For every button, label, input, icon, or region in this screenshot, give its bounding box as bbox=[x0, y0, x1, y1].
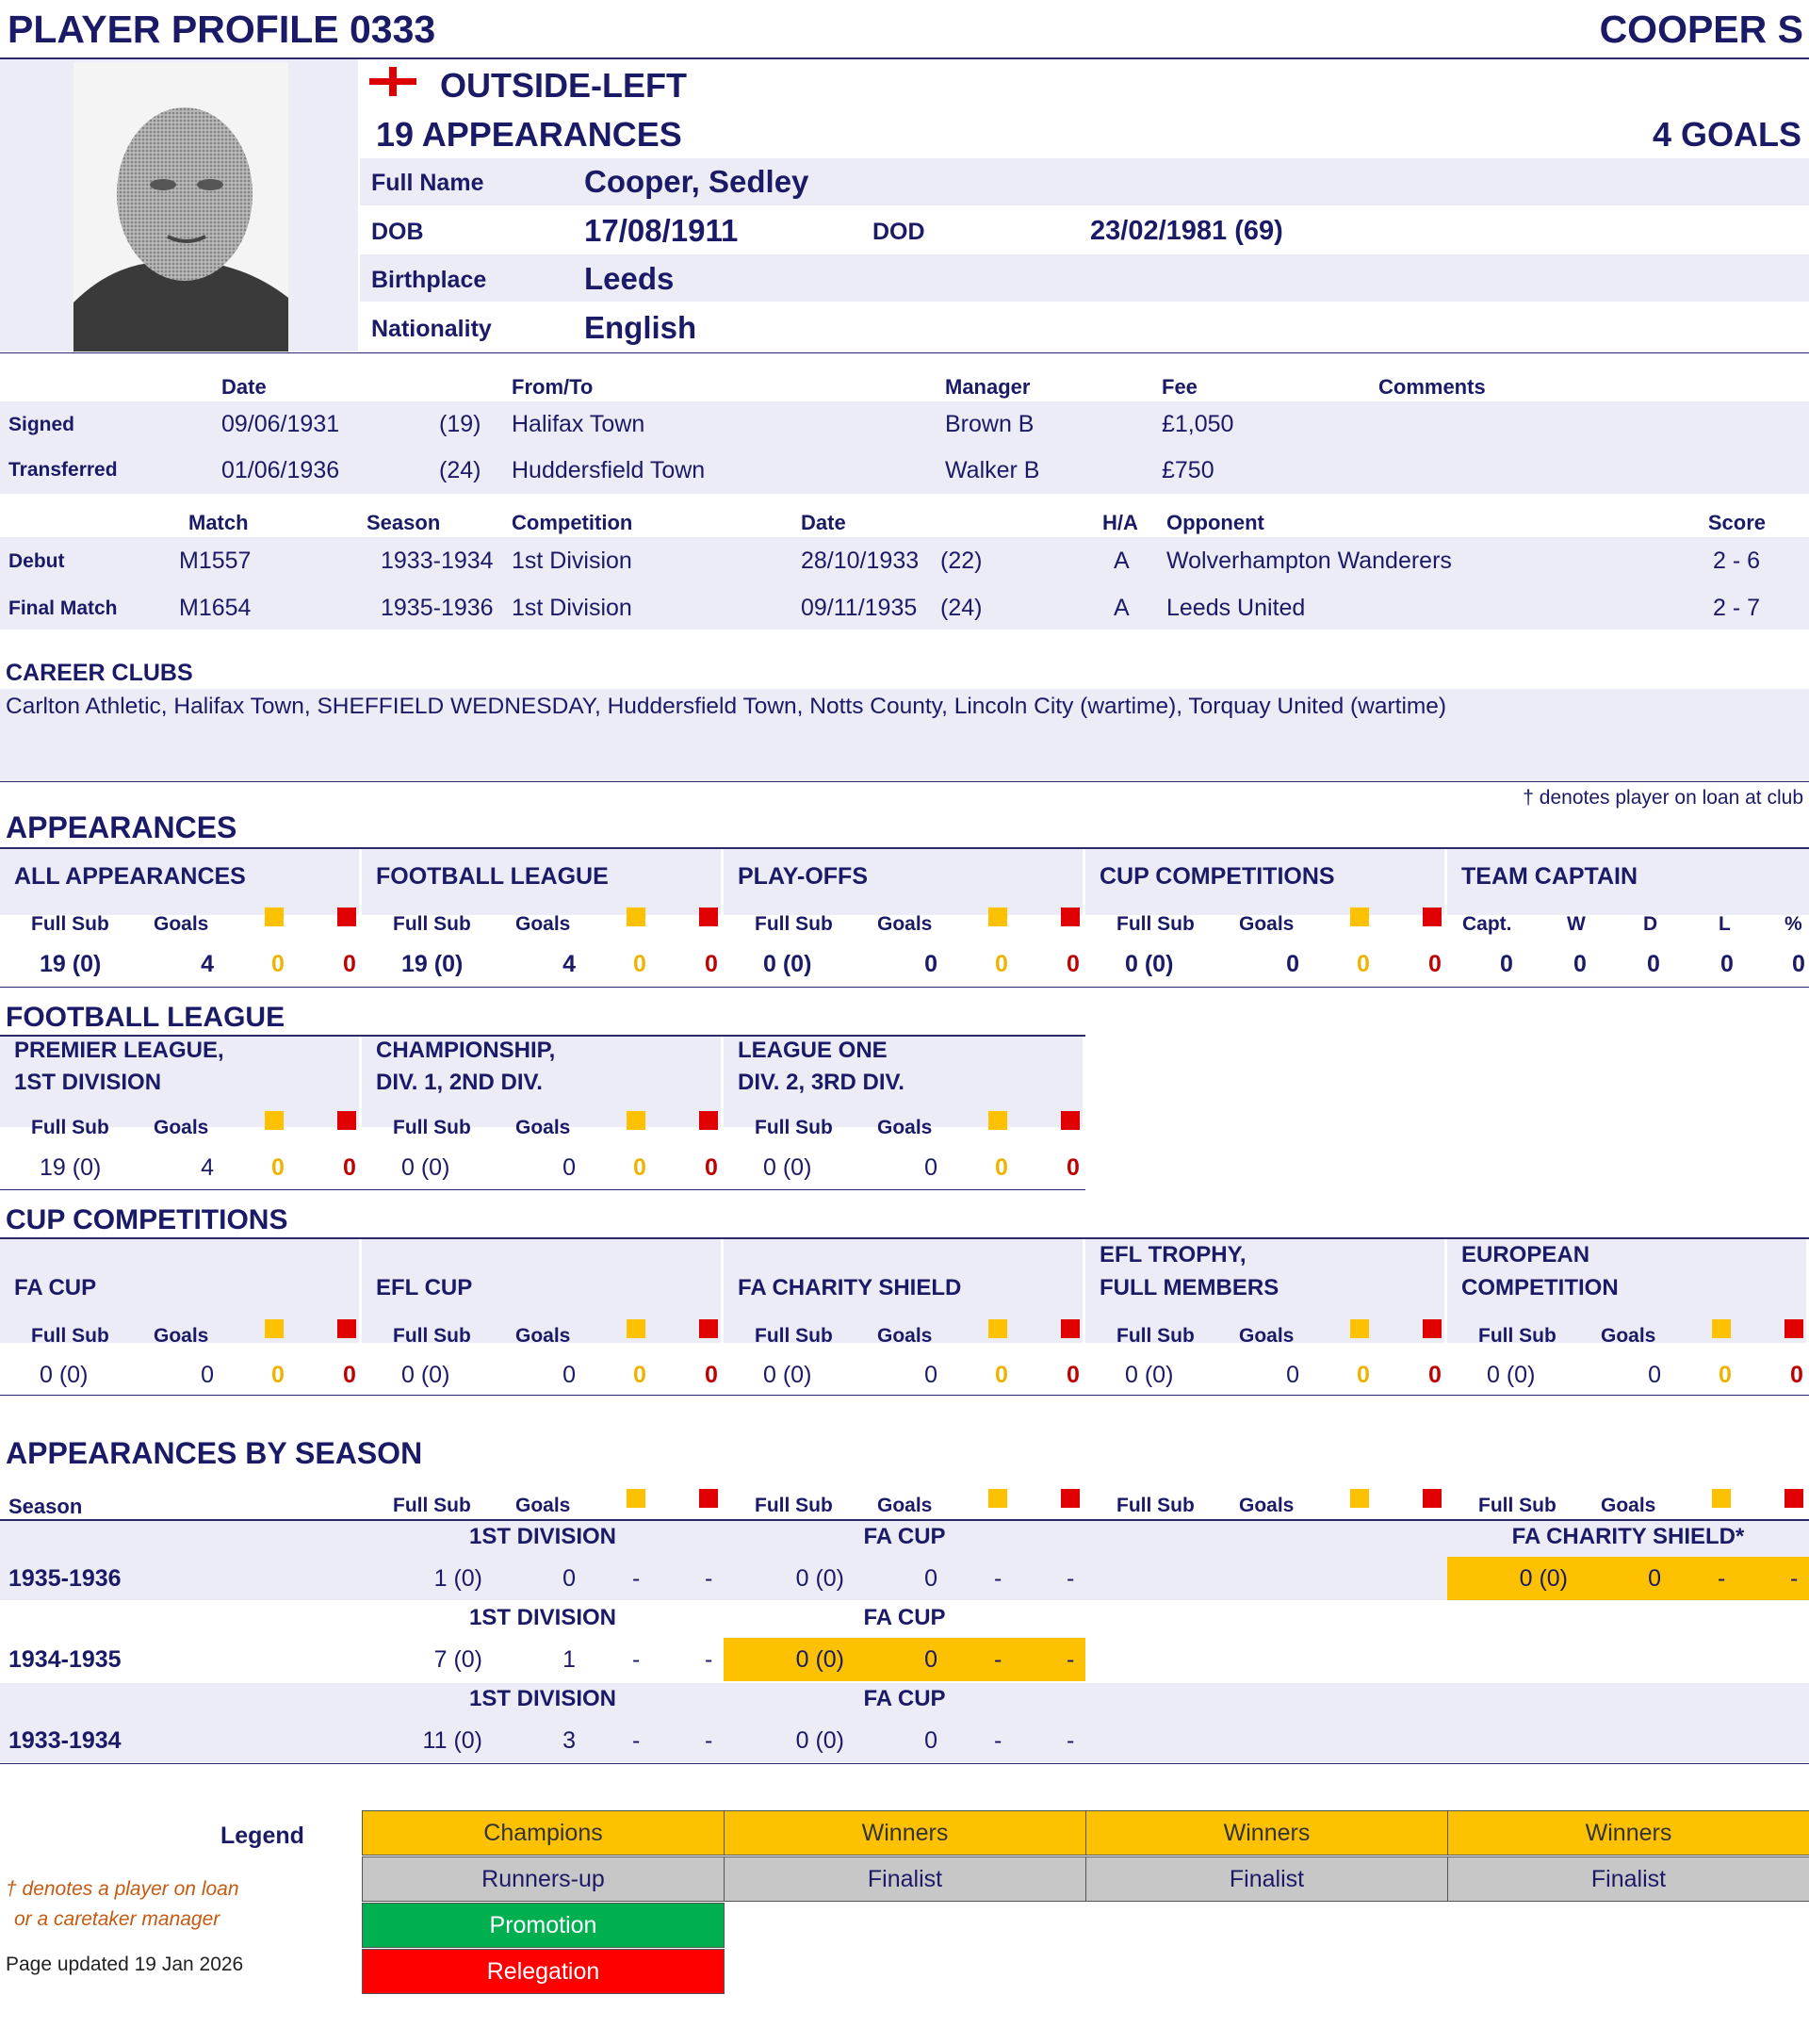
yellow-card-icon bbox=[988, 1489, 1007, 1508]
match-opponent: Leeds United bbox=[1166, 595, 1306, 621]
red-card-icon bbox=[1061, 1319, 1080, 1338]
captain-w-label: W bbox=[1567, 913, 1586, 935]
full-sub-label: Full Sub bbox=[393, 1495, 471, 1516]
red-card-count: 0 bbox=[1067, 951, 1080, 977]
legend-title: Legend bbox=[220, 1823, 304, 1849]
yellow-card-count: - bbox=[632, 1646, 641, 1673]
goals-label: Goals bbox=[154, 913, 209, 935]
goals-value: 0 bbox=[924, 1154, 937, 1181]
transfer-age: (19) bbox=[439, 411, 481, 437]
goals-label: Goals bbox=[877, 1117, 933, 1138]
captain-l-value: 0 bbox=[1720, 951, 1734, 977]
full-sub-value: 0 (0) bbox=[795, 1565, 844, 1592]
nationality-value: English bbox=[584, 310, 697, 345]
transfers-header-comments: Comments bbox=[1378, 375, 1486, 399]
red-card-icon bbox=[337, 1319, 356, 1338]
goals-value: 0 bbox=[562, 1154, 576, 1181]
match-header-ha: H/A bbox=[1102, 511, 1138, 534]
legend-runnerup-cell: Finalist bbox=[1447, 1856, 1809, 1902]
full-sub-value: 0 (0) bbox=[763, 1154, 812, 1181]
info-band-fullname bbox=[360, 158, 1809, 205]
competition-name: FA CHARITY SHIELD* bbox=[1511, 1524, 1745, 1549]
dob-label: DOB bbox=[371, 219, 424, 245]
full-sub-label: Full Sub bbox=[755, 1117, 833, 1138]
yellow-card-icon bbox=[627, 1319, 645, 1338]
yellow-card-icon bbox=[1712, 1319, 1731, 1338]
full-sub-value: 0 (0) bbox=[1125, 1362, 1174, 1388]
transfer-club: Huddersfield Town bbox=[512, 457, 706, 483]
competition-name: 1ST DIVISION bbox=[468, 1605, 617, 1630]
league-group-line2: DIV. 1, 2ND DIV. bbox=[376, 1070, 543, 1095]
match-ha: A bbox=[1114, 595, 1130, 621]
yellow-card-icon bbox=[1350, 1319, 1369, 1338]
appearances-title: APPEARANCES bbox=[6, 810, 237, 844]
match-ha: A bbox=[1114, 548, 1130, 574]
red-card-count: 0 bbox=[1067, 1362, 1080, 1388]
legend-runnerup-cell: Runners-up bbox=[362, 1856, 725, 1902]
full-sub-label: Full Sub bbox=[393, 913, 471, 935]
captain-w-value: 0 bbox=[1573, 951, 1587, 977]
captain-capt-label: Capt. bbox=[1462, 913, 1512, 935]
red-card-count: - bbox=[1067, 1646, 1075, 1673]
full-name-value: Cooper, Sedley bbox=[584, 164, 809, 199]
football-league-bottom bbox=[0, 1189, 1085, 1190]
full-sub-value: 1 (0) bbox=[433, 1565, 482, 1592]
match-id: M1557 bbox=[179, 548, 252, 574]
match-age: (24) bbox=[940, 595, 983, 621]
cup-group-line2: EFL CUP bbox=[376, 1275, 473, 1300]
dod-value: 23/02/1981 (69) bbox=[1090, 216, 1283, 246]
profile-divider bbox=[0, 352, 1809, 353]
match-score: 2 - 6 bbox=[1712, 548, 1760, 574]
full-sub-value: 19 (0) bbox=[40, 951, 102, 977]
full-sub-value: 0 (0) bbox=[795, 1727, 844, 1754]
red-card-count: 0 bbox=[343, 1154, 356, 1181]
team-captain-title: TEAM CAPTAIN bbox=[1461, 863, 1638, 890]
transfer-manager: Walker B bbox=[945, 457, 1040, 483]
full-sub-value: 0 (0) bbox=[40, 1362, 89, 1388]
transfer-club: Halifax Town bbox=[512, 411, 645, 437]
legend-winner-cell: Winners bbox=[1085, 1810, 1448, 1856]
info-band-birthplace bbox=[360, 254, 1809, 302]
league-group-line1: PREMIER LEAGUE, bbox=[14, 1038, 224, 1063]
birthplace-label: Birthplace bbox=[371, 267, 487, 293]
goals-value: 1 bbox=[562, 1646, 576, 1673]
full-sub-value: 0 (0) bbox=[763, 951, 812, 977]
full-sub-label: Full Sub bbox=[755, 913, 833, 935]
goals-label: Goals bbox=[1239, 913, 1295, 935]
full-sub-value: 0 (0) bbox=[1487, 1362, 1536, 1388]
appearances-bottom bbox=[0, 987, 1809, 988]
full-sub-label: Full Sub bbox=[31, 913, 109, 935]
yellow-card-icon bbox=[988, 908, 1007, 926]
red-card-icon bbox=[699, 1319, 718, 1338]
red-card-icon bbox=[1061, 1111, 1080, 1130]
match-header-competition: Competition bbox=[512, 511, 633, 534]
goals-label: Goals bbox=[154, 1117, 209, 1138]
captain-l-label: L bbox=[1719, 913, 1731, 935]
transfers-header-date: Date bbox=[221, 375, 267, 399]
yellow-card-count: - bbox=[994, 1565, 1002, 1592]
yellow-card-count: 0 bbox=[633, 1154, 646, 1181]
yellow-card-count: 0 bbox=[633, 1362, 646, 1388]
goals-label: Goals bbox=[877, 1495, 933, 1516]
league-group-line2: 1ST DIVISION bbox=[14, 1070, 162, 1095]
full-sub-label: Full Sub bbox=[31, 1325, 109, 1347]
goals-value: 0 bbox=[1286, 951, 1299, 977]
match-header-match: Match bbox=[188, 511, 249, 534]
full-sub-value: 7 (0) bbox=[433, 1646, 482, 1673]
appearance-group-title: FOOTBALL LEAGUE bbox=[376, 863, 609, 890]
red-card-icon bbox=[1423, 908, 1442, 926]
winner-highlight bbox=[1447, 1557, 1809, 1600]
goals-label: Goals bbox=[1601, 1495, 1656, 1516]
yellow-card-icon bbox=[627, 1111, 645, 1130]
match-label: Debut bbox=[8, 550, 65, 572]
yellow-card-count: 0 bbox=[271, 1154, 285, 1181]
match-competition: 1st Division bbox=[512, 595, 632, 621]
match-score: 2 - 7 bbox=[1712, 595, 1760, 621]
red-card-count: - bbox=[705, 1727, 713, 1754]
yellow-card-icon bbox=[627, 908, 645, 926]
full-sub-value: 0 (0) bbox=[1519, 1565, 1568, 1592]
full-sub-label: Full Sub bbox=[393, 1117, 471, 1138]
yellow-card-icon bbox=[265, 908, 284, 926]
goals-label: Goals bbox=[515, 913, 571, 935]
goals-value: 0 bbox=[924, 1727, 937, 1754]
full-sub-value: 0 (0) bbox=[401, 1362, 450, 1388]
season-label: 1935-1936 bbox=[8, 1565, 122, 1592]
goals-value: 0 bbox=[562, 1565, 576, 1592]
birthplace-value: Leeds bbox=[584, 261, 675, 296]
full-sub-label: Full Sub bbox=[1116, 1325, 1195, 1347]
goals-value: 0 bbox=[924, 1565, 937, 1592]
red-card-icon bbox=[699, 1111, 718, 1130]
match-date: 28/10/1933 bbox=[801, 548, 920, 574]
match-competition: 1st Division bbox=[512, 548, 632, 574]
full-sub-label: Full Sub bbox=[1116, 1495, 1195, 1516]
competition-name: FA CUP bbox=[863, 1686, 946, 1711]
nationality-label: Nationality bbox=[371, 316, 492, 342]
yellow-card-icon bbox=[627, 1489, 645, 1508]
yellow-card-count: 0 bbox=[271, 1362, 285, 1388]
appearances-total: 19 APPEARANCES bbox=[376, 115, 682, 154]
legend-winner-cell: Champions bbox=[362, 1810, 725, 1856]
yellow-card-count: - bbox=[994, 1727, 1002, 1754]
goals-value: 0 bbox=[562, 1362, 576, 1388]
match-opponent: Wolverhampton Wanderers bbox=[1166, 548, 1452, 574]
legend-winner-cell: Winners bbox=[724, 1810, 1086, 1856]
captain-d-label: D bbox=[1643, 913, 1658, 935]
page-updated: Page updated 19 Jan 2026 bbox=[6, 1954, 244, 1975]
england-flag-icon bbox=[369, 67, 416, 96]
by-season-title: APPEARANCES BY SEASON bbox=[6, 1436, 423, 1470]
goals-label: Goals bbox=[877, 1325, 933, 1347]
full-sub-label: Full Sub bbox=[755, 1325, 833, 1347]
full-sub-value: 0 (0) bbox=[763, 1362, 812, 1388]
red-card-count: - bbox=[1067, 1565, 1075, 1592]
football-league-title: FOOTBALL LEAGUE bbox=[6, 1002, 285, 1033]
red-card-icon bbox=[1423, 1489, 1442, 1508]
career-divider bbox=[0, 781, 1809, 782]
red-card-count: 0 bbox=[705, 1362, 718, 1388]
competition-name: FA CUP bbox=[863, 1605, 946, 1630]
dod-label: DOD bbox=[872, 219, 925, 245]
red-card-icon bbox=[1061, 908, 1080, 926]
red-card-count: - bbox=[1067, 1727, 1075, 1754]
yellow-card-count: - bbox=[632, 1565, 641, 1592]
appearance-group-title: PLAY-OFFS bbox=[738, 863, 868, 890]
red-card-icon bbox=[337, 1111, 356, 1130]
player-photo bbox=[73, 62, 288, 352]
red-card-count: 0 bbox=[1067, 1154, 1080, 1181]
red-card-count: 0 bbox=[343, 951, 356, 977]
transfer-fee: £750 bbox=[1162, 457, 1214, 483]
yellow-card-icon bbox=[1350, 1489, 1369, 1508]
goals-value: 0 bbox=[1286, 1362, 1299, 1388]
cup-group-line1: EUROPEAN bbox=[1461, 1242, 1590, 1267]
red-card-count: - bbox=[1790, 1565, 1799, 1592]
goals-label: Goals bbox=[1239, 1325, 1295, 1347]
yellow-card-count: 0 bbox=[633, 951, 646, 977]
red-card-count: 0 bbox=[1790, 1362, 1803, 1388]
yellow-card-count: 0 bbox=[995, 1154, 1008, 1181]
yellow-card-count: 0 bbox=[995, 1362, 1008, 1388]
legend-relegation-cell: Relegation bbox=[362, 1949, 725, 1994]
transfer-fee: £1,050 bbox=[1162, 411, 1234, 437]
career-clubs-list: Carlton Athletic, Halifax Town, SHEFFIELD WEDNESDAY, Huddersfield Town, Notts County, Lincoln City (wartime), Torquay United (wartime) bbox=[6, 694, 1447, 719]
yellow-card-icon bbox=[1350, 908, 1369, 926]
league-group-line2: DIV. 2, 3RD DIV. bbox=[738, 1070, 904, 1095]
goals-label: Goals bbox=[515, 1117, 571, 1138]
match-season: 1933-1934 bbox=[381, 548, 494, 574]
red-card-icon bbox=[699, 1489, 718, 1508]
goals-value: 3 bbox=[562, 1727, 576, 1754]
yellow-card-count: - bbox=[632, 1727, 641, 1754]
transfers-header-fromto: From/To bbox=[512, 375, 594, 399]
legend-promotion-cell: Promotion bbox=[362, 1903, 725, 1948]
full-sub-label: Full Sub bbox=[393, 1325, 471, 1347]
yellow-card-count: - bbox=[994, 1646, 1002, 1673]
goals-value: 0 bbox=[924, 1362, 937, 1388]
red-card-count: 0 bbox=[705, 951, 718, 977]
by-season-bottom bbox=[0, 1763, 1809, 1764]
goals-label: Goals bbox=[515, 1495, 571, 1516]
full-sub-value: 19 (0) bbox=[40, 1154, 102, 1181]
goals-value: 0 bbox=[201, 1362, 214, 1388]
yellow-card-count: 0 bbox=[1357, 1362, 1370, 1388]
cup-group-line2: COMPETITION bbox=[1461, 1275, 1619, 1300]
season-label: 1934-1935 bbox=[8, 1646, 122, 1673]
full-sub-label: Full Sub bbox=[1478, 1325, 1556, 1347]
full-sub-value: 0 (0) bbox=[401, 1154, 450, 1181]
yellow-card-count: - bbox=[1718, 1565, 1726, 1592]
full-sub-label: Full Sub bbox=[1478, 1495, 1556, 1516]
goals-value: 4 bbox=[201, 951, 214, 977]
goals-value: 4 bbox=[201, 1154, 214, 1181]
match-header-date: Date bbox=[801, 511, 846, 534]
match-header-score: Score bbox=[1707, 511, 1766, 534]
red-card-count: - bbox=[705, 1565, 713, 1592]
full-sub-value: 0 (0) bbox=[1125, 951, 1174, 977]
player-photo-icon bbox=[73, 62, 288, 352]
cups-title: CUP COMPETITIONS bbox=[6, 1204, 288, 1235]
match-header-opponent: Opponent bbox=[1166, 511, 1264, 534]
match-header-season: Season bbox=[367, 511, 441, 534]
page-title: PLAYER PROFILE 0333 bbox=[8, 8, 436, 51]
goals-value: 0 bbox=[1648, 1565, 1661, 1592]
full-sub-label: Full Sub bbox=[755, 1495, 833, 1516]
captain-capt-value: 0 bbox=[1500, 951, 1513, 977]
red-card-count: 0 bbox=[343, 1362, 356, 1388]
cups-bottom bbox=[0, 1395, 1809, 1396]
match-date: 09/11/1935 bbox=[801, 595, 918, 621]
red-card-icon bbox=[1423, 1319, 1442, 1338]
full-sub-value: 11 (0) bbox=[422, 1727, 482, 1754]
yellow-card-count: 0 bbox=[1719, 1362, 1732, 1388]
red-card-icon bbox=[1785, 1489, 1803, 1508]
match-id: M1654 bbox=[179, 595, 252, 621]
goals-label: Goals bbox=[1239, 1495, 1295, 1516]
yellow-card-count: 0 bbox=[1357, 951, 1370, 977]
legend-runnerup-cell: Finalist bbox=[1085, 1856, 1448, 1902]
red-card-icon bbox=[1061, 1489, 1080, 1508]
league-group-line1: CHAMPIONSHIP, bbox=[376, 1038, 556, 1063]
red-card-count: 0 bbox=[705, 1154, 718, 1181]
transfer-manager: Brown B bbox=[945, 411, 1035, 437]
transfer-date: 09/06/1931 bbox=[221, 411, 340, 437]
full-sub-label: Full Sub bbox=[31, 1117, 109, 1138]
captain-pct-value: 0 bbox=[1792, 951, 1805, 977]
winner-highlight bbox=[724, 1638, 1085, 1681]
red-card-icon bbox=[337, 908, 356, 926]
full-sub-label: Full Sub bbox=[1116, 913, 1195, 935]
transfer-label: Signed bbox=[8, 414, 75, 435]
goals-value: 0 bbox=[924, 951, 937, 977]
career-clubs-title: CAREER CLUBS bbox=[6, 660, 193, 686]
player-position: OUTSIDE-LEFT bbox=[440, 66, 687, 105]
legend-note-line1: † denotes a player on loan bbox=[6, 1878, 239, 1900]
full-sub-value: 0 (0) bbox=[795, 1646, 844, 1673]
red-card-count: 0 bbox=[1428, 951, 1442, 977]
full-name-label: Full Name bbox=[371, 170, 484, 196]
goals-label: Goals bbox=[877, 913, 933, 935]
match-label: Final Match bbox=[8, 597, 118, 619]
legend-note-line2: or a caretaker manager bbox=[14, 1908, 220, 1930]
transfers-header-manager: Manager bbox=[945, 375, 1031, 399]
yellow-card-icon bbox=[265, 1111, 284, 1130]
goals-label: Goals bbox=[154, 1325, 209, 1347]
red-card-count: - bbox=[705, 1646, 713, 1673]
dob-value: 17/08/1911 bbox=[584, 213, 739, 248]
yellow-card-icon bbox=[265, 1319, 284, 1338]
legend-runnerup-cell: Finalist bbox=[724, 1856, 1086, 1902]
season-label: 1933-1934 bbox=[8, 1727, 122, 1754]
red-card-icon bbox=[699, 908, 718, 926]
player-short-name: COOPER S bbox=[1599, 8, 1803, 51]
red-card-icon bbox=[1785, 1319, 1803, 1338]
cup-group-line2: FA CHARITY SHIELD bbox=[738, 1275, 962, 1300]
competition-name: FA CUP bbox=[863, 1524, 946, 1549]
goals-label: Goals bbox=[515, 1325, 571, 1347]
match-age: (22) bbox=[940, 548, 983, 574]
competition-name: 1ST DIVISION bbox=[468, 1686, 617, 1711]
appearance-group-title: ALL APPEARANCES bbox=[14, 863, 246, 890]
cup-group-line2: FULL MEMBERS bbox=[1100, 1275, 1279, 1300]
goals-label: Goals bbox=[1601, 1325, 1656, 1347]
yellow-card-icon bbox=[1712, 1489, 1731, 1508]
yellow-card-count: 0 bbox=[995, 951, 1008, 977]
transfer-date: 01/06/1936 bbox=[221, 457, 340, 483]
cup-group-line1: EFL TROPHY, bbox=[1100, 1242, 1247, 1267]
competition-name: 1ST DIVISION bbox=[468, 1524, 617, 1549]
yellow-card-icon bbox=[988, 1111, 1007, 1130]
red-card-count: 0 bbox=[1428, 1362, 1442, 1388]
goals-value: 4 bbox=[562, 951, 576, 977]
legend-winner-cell: Winners bbox=[1447, 1810, 1809, 1856]
goals-value: 0 bbox=[1648, 1362, 1661, 1388]
appearance-group-title: CUP COMPETITIONS bbox=[1100, 863, 1335, 890]
captain-pct-label: % bbox=[1785, 913, 1802, 935]
league-group-line1: LEAGUE ONE bbox=[738, 1038, 888, 1063]
loan-note: † denotes player on loan at club bbox=[1523, 787, 1803, 809]
by-season-season-label: Season bbox=[8, 1495, 83, 1518]
transfer-label: Transferred bbox=[8, 459, 118, 481]
captain-d-value: 0 bbox=[1647, 951, 1660, 977]
transfers-header-fee: Fee bbox=[1162, 375, 1198, 399]
full-sub-value: 19 (0) bbox=[401, 951, 464, 977]
yellow-card-icon bbox=[988, 1319, 1007, 1338]
cup-group-line2: FA CUP bbox=[14, 1275, 97, 1300]
yellow-card-count: 0 bbox=[271, 951, 285, 977]
transfer-age: (24) bbox=[439, 457, 481, 483]
match-season: 1935-1936 bbox=[381, 595, 494, 621]
goals-value: 0 bbox=[924, 1646, 937, 1673]
goals-total: 4 GOALS bbox=[1652, 115, 1801, 154]
